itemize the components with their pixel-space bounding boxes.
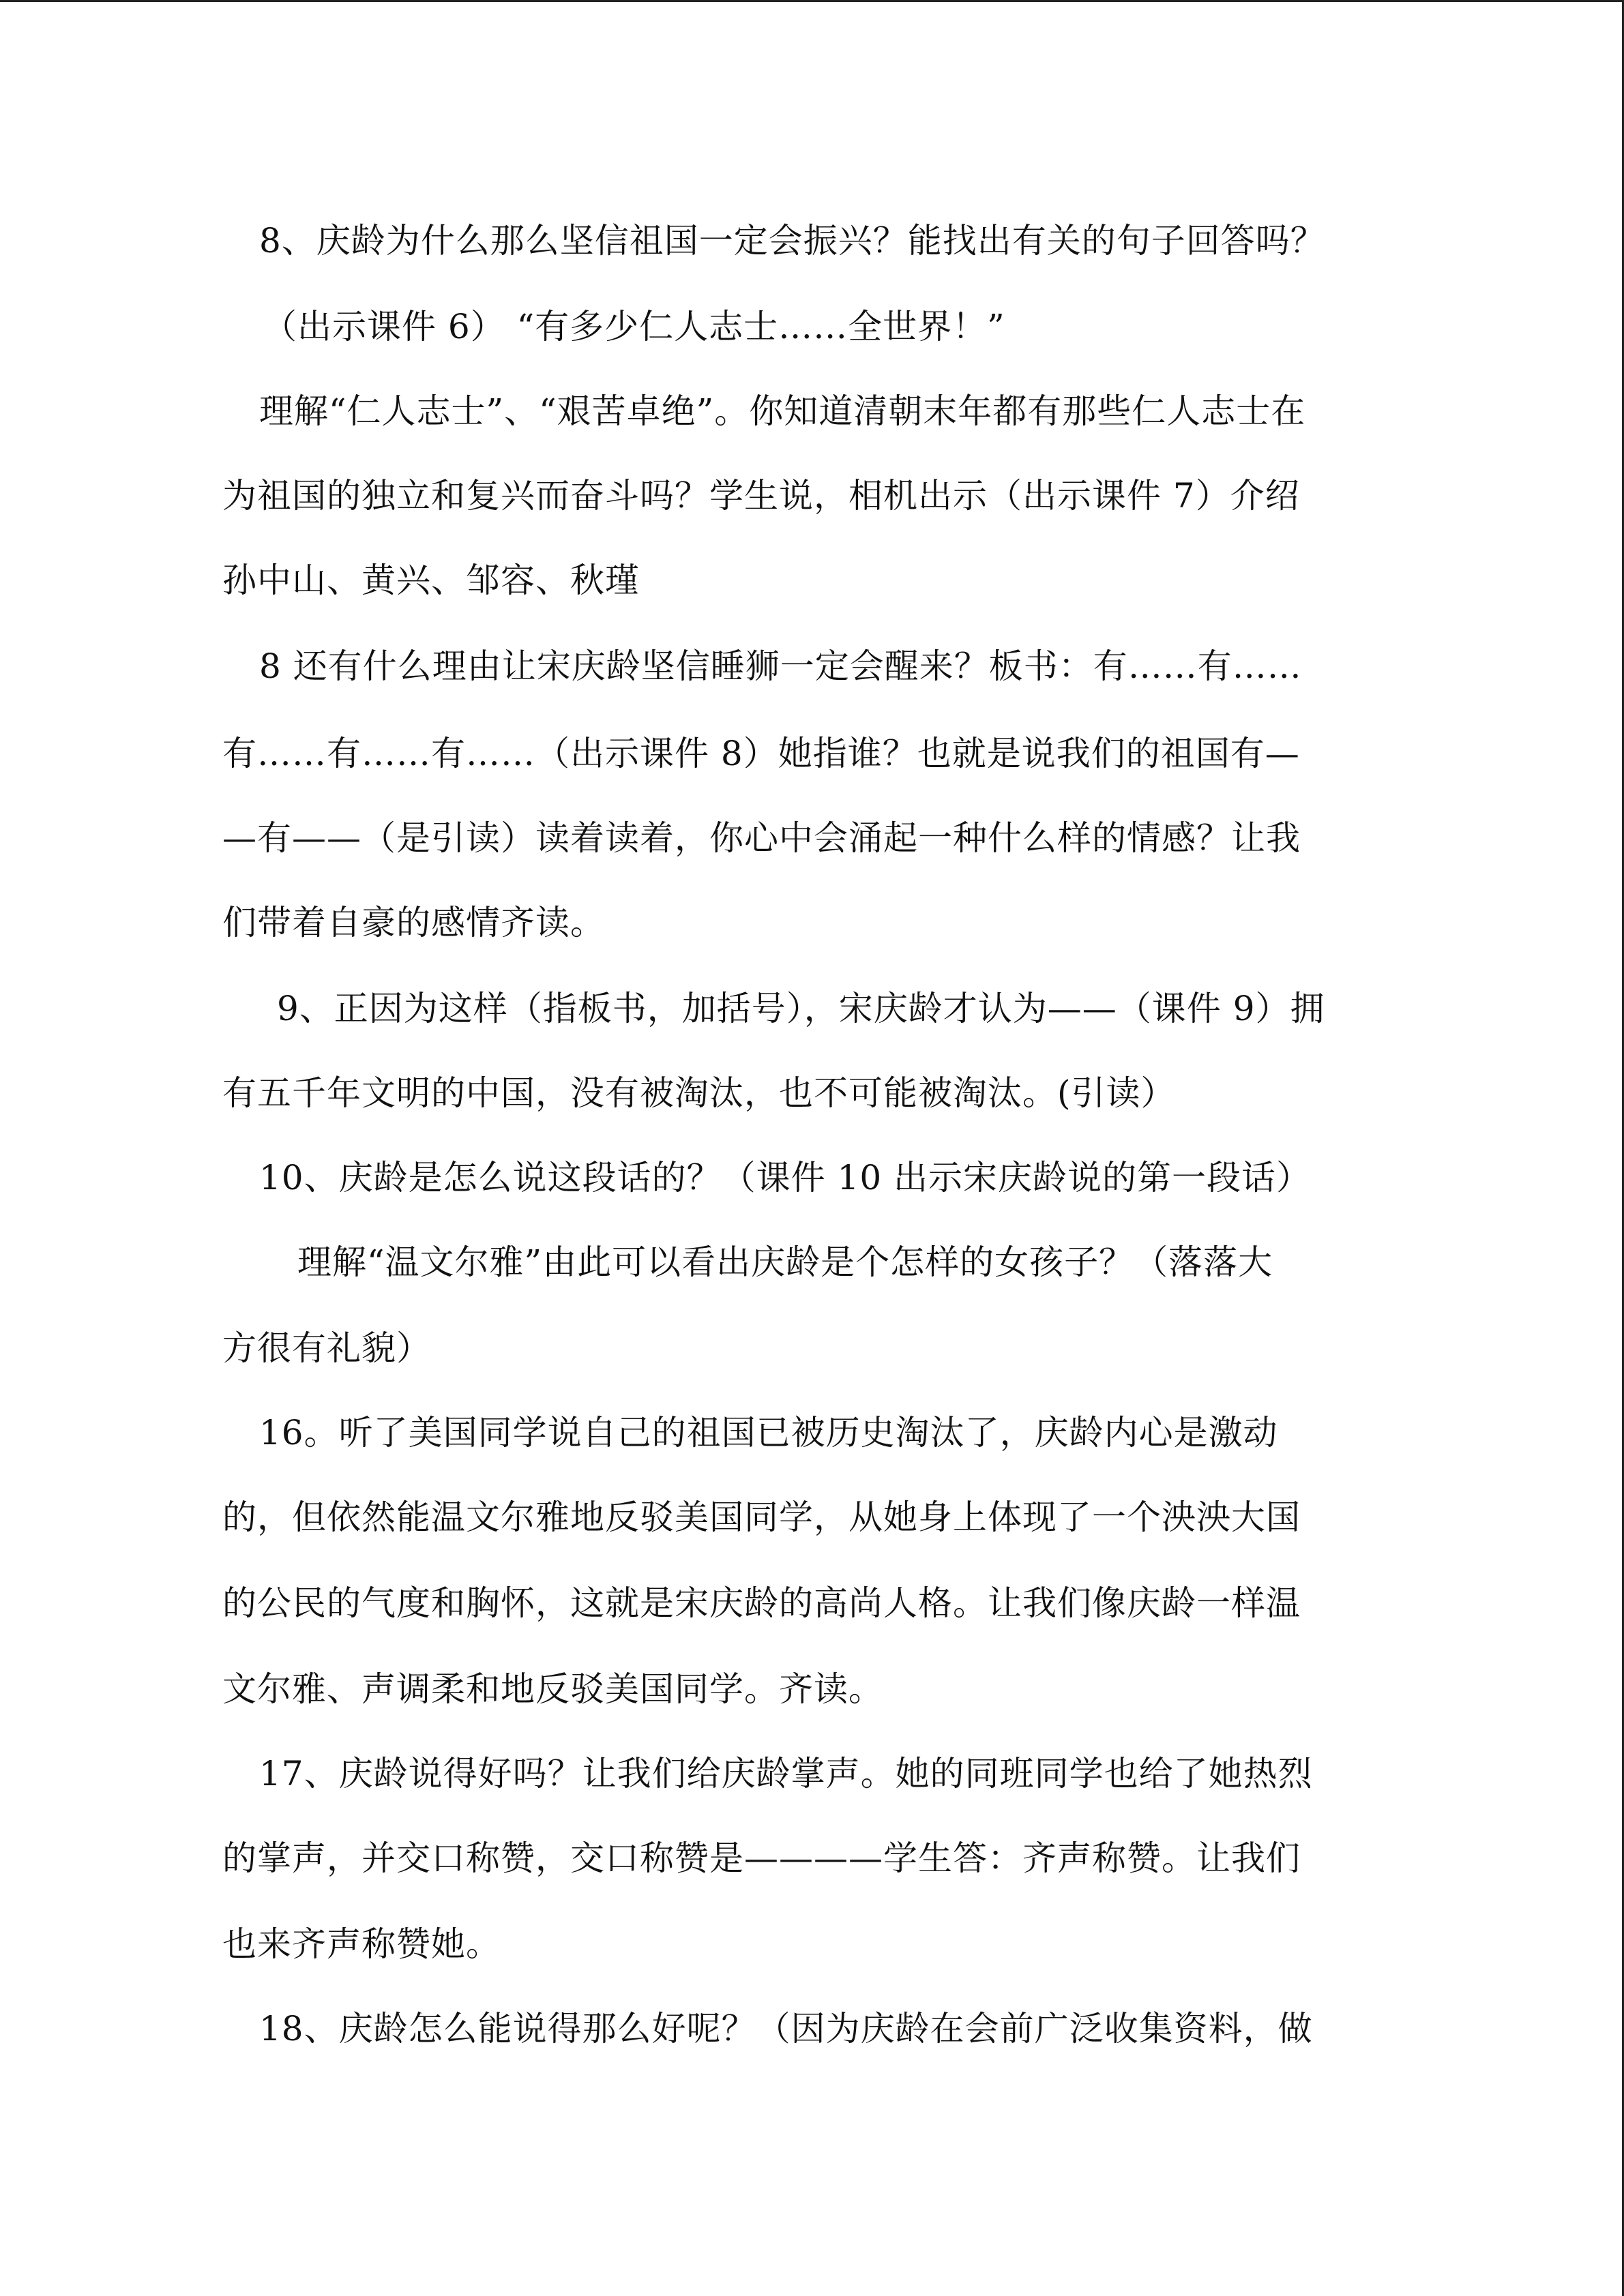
text-line-11: 有五千年文明的中国，没有被淘汰，也不可能被淘汰。(引读） xyxy=(222,1073,1176,1113)
text-line-3: 理解“仁人志士”、“艰苦卓绝”。你知道清朝末年都有那些仁人志士在 xyxy=(259,391,1306,431)
text-line-9: 们带着自豪的感情齐读。 xyxy=(222,903,605,942)
text-line-1: 8、庆龄为什么那么坚信祖国一定会振兴？能找出有关的句子回答吗？ xyxy=(259,221,1325,260)
text-line-5: 孙中山、黄兴、邹容、秋瑾 xyxy=(222,561,640,600)
text-line-17: 的公民的气度和胸怀，这就是宋庆龄的高尚人格。让我们像庆龄一样温 xyxy=(222,1583,1301,1623)
text-line-13: 理解“温文尔雅”由此可以看出庆龄是个怎样的女孩子？（落落大 xyxy=(297,1242,1273,1282)
text-line-4: 为祖国的独立和复兴而奋斗吗？学生说，相机出示（出示课件 7）介绍 xyxy=(222,476,1300,516)
text-line-12: 10、庆龄是怎么说这段话的？（课件 10 出示宋庆龄说的第一段话） xyxy=(259,1158,1312,1197)
text-line-8: —有——（是引读）读着读着，你心中会涌起一种什么样的情感？让我 xyxy=(222,818,1301,858)
text-line-15: 16。听了美国同学说自己的祖国已被历史淘汰了，庆龄内心是激动 xyxy=(259,1413,1278,1452)
text-line-6: 8 还有什么理由让宋庆龄坚信睡狮一定会醒来？板书：有……有…… xyxy=(259,646,1302,686)
text-line-20: 的掌声，并交口称赞，交口称赞是————学生答：齐声称赞。让我们 xyxy=(222,1838,1301,1878)
text-line-16: 的，但依然能温文尔雅地反驳美国同学，从她身上体现了一个泱泱大国 xyxy=(222,1497,1301,1537)
text-line-21: 也来齐声称赞她。 xyxy=(222,1924,501,1964)
text-line-18: 文尔雅、声调柔和地反驳美国同学。齐读。 xyxy=(222,1669,883,1709)
text-line-22: 18、庆龄怎么能说得那么好呢？（因为庆龄在会前广泛收集资料，做 xyxy=(259,2009,1313,2048)
text-line-2: （出示课件 6） “有多少仁人志士……全世界！” xyxy=(263,307,1005,346)
text-line-19: 17、庆龄说得好吗？让我们给庆龄掌声。她的同班同学也给了她热烈 xyxy=(259,1754,1313,1793)
text-line-10: 9、正因为这样（指板书，加括号），宋庆龄才认为——（课件 9）拥 xyxy=(277,989,1325,1028)
text-line-14: 方很有礼貌） xyxy=(222,1328,431,1368)
text-line-7: 有……有……有……（出示课件 8）她指谁？也就是说我们的祖国有— xyxy=(222,734,1300,773)
